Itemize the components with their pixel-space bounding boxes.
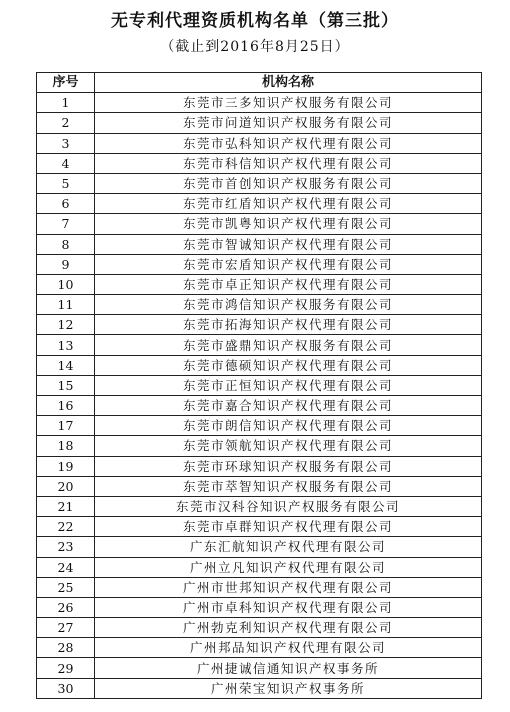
row-agency-name: 东莞市盛鼎知识产权服务有限公司 xyxy=(95,335,482,355)
row-serial-number: 8 xyxy=(37,234,95,254)
row-serial-number: 1 xyxy=(37,93,95,113)
row-agency-name: 东莞市拓海知识产权代理有限公司 xyxy=(95,315,482,335)
row-serial-number: 17 xyxy=(37,416,95,436)
table-row xyxy=(37,416,482,436)
row-serial-number: 21 xyxy=(37,496,95,516)
row-agency-name: 广州勃克利知识产权代理有限公司 xyxy=(95,618,482,638)
row-agency-name: 东莞市朗信知识产权代理有限公司 xyxy=(95,416,482,436)
row-agency-name: 广州市世邦知识产权代理有限公司 xyxy=(95,577,482,597)
table-row xyxy=(37,678,482,698)
row-serial-number: 4 xyxy=(37,153,95,173)
table-row xyxy=(37,396,482,416)
row-agency-name: 广州立凡知识产权代理有限公司 xyxy=(95,557,482,577)
row-agency-name: 东莞市环球知识产权服务有限公司 xyxy=(95,456,482,476)
row-serial-number: 15 xyxy=(37,375,95,395)
table-row xyxy=(37,658,482,678)
table-row xyxy=(37,274,482,294)
row-agency-name: 东莞市凯粤知识产权代理有限公司 xyxy=(95,214,482,234)
row-serial-number: 13 xyxy=(37,335,95,355)
table-row xyxy=(37,375,482,395)
row-agency-name: 东莞市三多知识产权服务有限公司 xyxy=(95,93,482,113)
row-agency-name: 东莞市领航知识产权代理有限公司 xyxy=(95,436,482,456)
table-row xyxy=(37,496,482,516)
row-agency-name: 东莞市弘科知识产权代理有限公司 xyxy=(95,133,482,153)
row-agency-name: 东莞市科信知识产权代理有限公司 xyxy=(95,153,482,173)
table-row xyxy=(37,214,482,234)
page-title: 无专利代理资质机构名单（第三批） xyxy=(111,11,399,31)
table-row xyxy=(37,93,482,113)
row-agency-name: 东莞市智诚知识产权代理有限公司 xyxy=(95,234,482,254)
row-agency-name: 广州捷诚信通知识产权事务所 xyxy=(95,658,482,678)
row-agency-name: 东莞市德硕知识产权代理有限公司 xyxy=(95,355,482,375)
table-row xyxy=(37,456,482,476)
row-agency-name: 东莞市卓正知识产权代理有限公司 xyxy=(95,274,482,294)
row-serial-number: 6 xyxy=(37,194,95,214)
row-serial-number: 29 xyxy=(37,658,95,678)
table-row xyxy=(37,618,482,638)
table-row xyxy=(37,315,482,335)
row-agency-name: 东莞市宏盾知识产权代理有限公司 xyxy=(95,254,482,274)
table-row xyxy=(37,173,482,193)
row-agency-name: 东莞市鸿信知识产权服务有限公司 xyxy=(95,295,482,315)
row-serial-number: 24 xyxy=(37,557,95,577)
table-row xyxy=(37,638,482,658)
row-serial-number: 26 xyxy=(37,597,95,617)
row-serial-number: 23 xyxy=(37,537,95,557)
row-agency-name: 广州邦品知识产权代理有限公司 xyxy=(95,638,482,658)
agency-table xyxy=(36,72,482,699)
table-row xyxy=(37,517,482,537)
row-serial-number: 7 xyxy=(37,214,95,234)
row-serial-number: 14 xyxy=(37,355,95,375)
row-agency-name: 东莞市卓群知识产权代理有限公司 xyxy=(95,517,482,537)
row-serial-number: 3 xyxy=(37,133,95,153)
row-agency-name: 广东汇航知识产权代理有限公司 xyxy=(95,537,482,557)
table-row xyxy=(37,557,482,577)
row-serial-number: 18 xyxy=(37,436,95,456)
table-row xyxy=(37,295,482,315)
row-serial-number: 22 xyxy=(37,517,95,537)
row-serial-number: 5 xyxy=(37,173,95,193)
row-agency-name: 东莞市正恒知识产权代理有限公司 xyxy=(95,375,482,395)
row-serial-number: 27 xyxy=(37,618,95,638)
header-serial-number: 序号 xyxy=(37,73,95,93)
row-serial-number: 19 xyxy=(37,456,95,476)
row-serial-number: 20 xyxy=(37,476,95,496)
table-row xyxy=(37,476,482,496)
row-serial-number: 25 xyxy=(37,577,95,597)
table-header-row xyxy=(37,73,482,93)
table-body xyxy=(37,93,482,699)
row-serial-number: 11 xyxy=(37,295,95,315)
row-agency-name: 东莞市汉科谷知识产权服务有限公司 xyxy=(95,496,482,516)
row-serial-number: 2 xyxy=(37,113,95,133)
row-serial-number: 28 xyxy=(37,638,95,658)
table-row xyxy=(37,234,482,254)
row-agency-name: 东莞市嘉合知识产权代理有限公司 xyxy=(95,396,482,416)
row-agency-name: 东莞市问道知识产权服务有限公司 xyxy=(95,113,482,133)
table-row xyxy=(37,254,482,274)
table-row xyxy=(37,153,482,173)
row-agency-name: 广州市卓科知识产权代理有限公司 xyxy=(95,597,482,617)
table-row xyxy=(37,577,482,597)
row-serial-number: 30 xyxy=(37,678,95,698)
row-agency-name: 东莞市首创知识产权服务有限公司 xyxy=(95,173,482,193)
header-agency-name: 机构名称 xyxy=(95,73,482,93)
row-serial-number: 10 xyxy=(37,274,95,294)
row-serial-number: 12 xyxy=(37,315,95,335)
row-serial-number: 9 xyxy=(37,254,95,274)
row-agency-name: 东莞市红盾知识产权代理有限公司 xyxy=(95,194,482,214)
table-row xyxy=(37,113,482,133)
table-row xyxy=(37,335,482,355)
page-subtitle: （截止到2016年8月25日） xyxy=(160,39,350,55)
table-row xyxy=(37,597,482,617)
table-row xyxy=(37,355,482,375)
table-row xyxy=(37,194,482,214)
row-serial-number: 16 xyxy=(37,396,95,416)
table-row xyxy=(37,133,482,153)
table-row xyxy=(37,436,482,456)
row-agency-name: 广州荣宝知识产权事务所 xyxy=(95,678,482,698)
row-agency-name: 东莞市萃智知识产权服务有限公司 xyxy=(95,476,482,496)
table-row xyxy=(37,537,482,557)
